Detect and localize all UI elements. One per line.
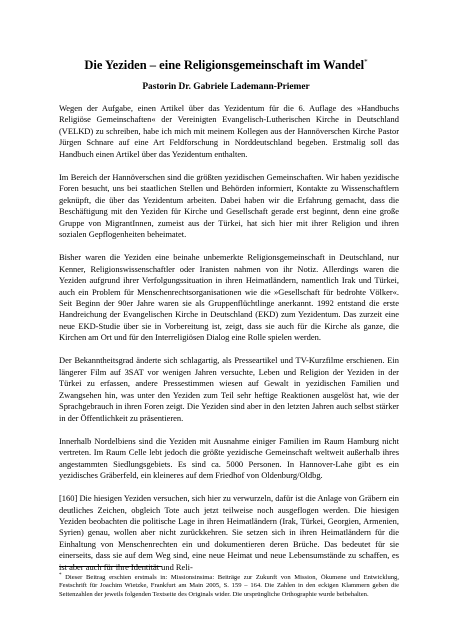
body-text [59,103,399,585]
document-title [0,55,452,72]
author-line: Pastorin Dr. Gabriele Lademann-Priemer [142,82,310,92]
footnote [59,572,399,599]
paragraph: Innerhalb Nordelbiens sind die Yeziden mit Ausnahme einiger Familien im Raum Hamburg nicht vertreten. Im Raum Celle lebt jedoch die größte yezidische Gemeinschaft weltweit außerhalb ihres angestammten Siedlungsgebiets. Es sind ca. 5000 Personen. In Hannover-Lahe gibt es ein yezidisches Gräberfeld, ein kleineres auf dem Friedhof von Oldenburg/Oldbg. [59,435,399,481]
title-text: Die Yeziden – eine Religionsgemeinschaft im Wandel [84,58,365,73]
footnote-marker: * [59,573,62,578]
paragraph: Wegen der Aufgabe, einen Artikel über das Yezidentum für die 6. Auflage des »Handbuchs Religiöse Gemeinschaften« der Vereinigten Evangelisch-Lutherischen Kirche in Deutschland (VELKD) zu schreiben, habe ich mich mit meinem Kollegen aus der Hannöverschen Kirche Pastor Jürgen Schnare auf eine Art Feldforschung in Norddeutschland begeben. Erstmalig soll das Handbuch einen Artikel über das Yezidentum enthalten. [59,103,399,159]
title-footnote-marker: * [364,58,368,66]
paragraph: Der Bekanntheitsgrad änderte sich schlagartig, als Presseartikel und TV-Kurzfilme erschienen. Ein längerer Film auf 3SAT vor wenigen Jahren versuchte, Leben und Religion der Yeziden in der Türkei zu erfassen, andere Pressestimmen wiesen auf Gewalt in yezidischen Familien und Zwangsehen hin, was unter den Yeziden zum Teil sehr heftige Reaktionen ausgelöst hat, wie der Sprachgebrauch in ihren Foren zeigt. Die Yeziden sind aber in den letzten Jahren auch selbst stärker in der Öffentlichkeit zu präsentieren. [59,355,399,423]
paragraph: Im Bereich der Hannöverschen sind die größten yezidischen Gemeinschaften. Wir haben yezidische Foren besucht, uns bei staatlichen Stellen und Behörden informiert, Kontakte zu Wissenschaftlern geknüpft, die über das Yezidentum arbeiten. Dabei haben wir die Erfahrung gemacht, dass die Beschäftigung mit den Yeziden für Kirche und Gesellschaft gerade erst beginnt, denn eine große Gruppe von MigrantInnen, zumeist aus der Türkei, hat sich hier mit ihrer Religion und ihren sozialen Gepflogenheiten beheimatet. [59,171,399,240]
footnote-text: Dieser Beitrag erschien erstmals in: Missionsinsima: Beiträge zur Zukunft von Mission, Ökumene und Entwicklung, Festschrift für Joachim Wietzke, Frankfurt am Main 2005, S. 159 – 164. Die Zahlen in den eckigen Klammern geben die Seitenzahlen der jeweils folgenden Textseite des Originals wider. Die ursprüngliche Orthographie wurde beibehalten. [59,574,399,598]
paragraph: Bisher waren die Yeziden eine beinahe unbemerkte Religionsgemeinschaft in Deutschland, nur Kenner, Religionswissenschaftler oder Iranisten nahmen von ihr Notiz. Allerdings waren die Yeziden aufgrund ihrer Verfolgungssituation in ihren Heimatländern, namentlich Irak und Türkei, auch ein Problem für Menschenrechtsorganisationen wie die »Gesellschaft für bedrohte Völker«. Seit Beginn der 90er Jahre waren sie als Gruppenflüchtlinge anerkannt. 1992 entstand die erste Handreichung der Evangelischen Kirche in Deutschland (EKD) zum Yezidentum. Das zurzeit eine neue EKD-Studie über sie in Vorbereitung ist, zeigt, dass sie auch für die Kirche als ganze, die Kirchen am Ort und für den Interreligiösen Dialog eine Rolle spielen werden. [59,252,399,343]
footnote-divider [59,566,162,567]
paragraph: [160] Die hiesigen Yeziden versuchen, sich hier zu verwurzeln, dafür ist die Anlage von Gräbern ein deutliches Zeichen, obgleich Tote auch jetzt teilweise noch ausgeflogen werden. Die hiesigen Yeziden beobachten die politische Lage in ihren Heimatländern (Irak, Türkei, Georgien, Armenien, Syrien) genau, wollen aber nicht zurückkehren. Sie setzen sich in ihren Heimatländern für die Einhaltung von Menschenrechten ein und dokumentieren deren Brüche. Das bedeutet für sie einerseits, dass sie auf dem Weg sind, eine neue Heimat und neue Lebensumstände zu schaffen, es ist aber auch für ihre Identität und Reli- [59,493,399,572]
